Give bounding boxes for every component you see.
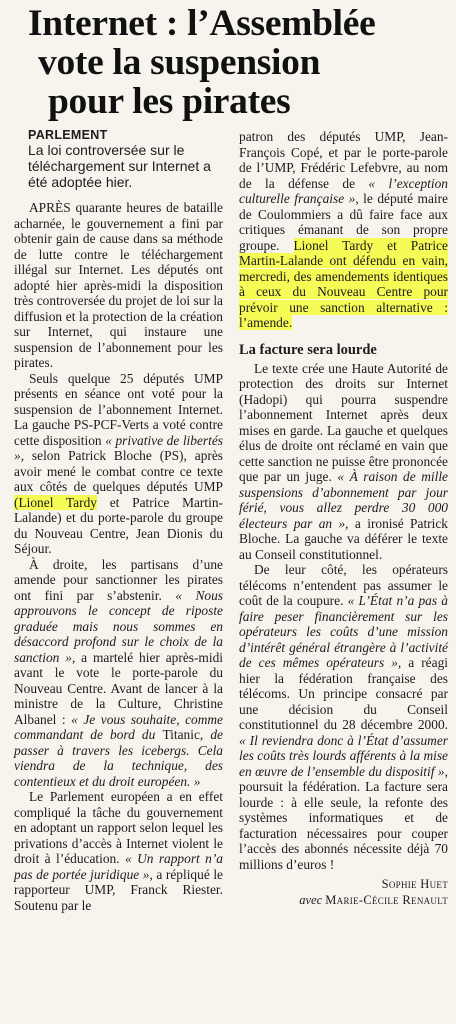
paragraph-text: , selon Patrick Bloche (PS), après avoir mené le combat contre ce texte aux côtés de quelques députés UMP: [14, 448, 223, 494]
paragraph-text: , a répliqué le rapporteur UMP, Franck Riester. Soutenu par le: [14, 866, 223, 913]
quote: « Il reviendra donc à l’État d’assumer les coûts très lourds afférents à la mise en œuvre de l’ensemble du dispositif »: [239, 732, 448, 779]
paragraph: [14, 789, 223, 913]
paragraph-text: APRÈS quarante heures de bataille acharnée, le gouvernement a fini par obtenir gain de cause dans sa méthode de lutte contre le téléchargement illégal sur Internet. Les députés ont adopté hier après-midi la disposition très controversée du projet de loi sur la diffusion et la protection de la création sur Internet, qui instaure une suspension de l’abonnement pour les pirates.: [14, 200, 223, 370]
paragraph-text: patron des députés UMP, Jean-François Copé, et par le porte-parole de l’UMP, Frédéric Lefebvre, au nom de la défense de: [239, 129, 448, 191]
byline: [239, 876, 448, 908]
quote: « Un rapport n’a pas de portée juridique »: [14, 851, 223, 882]
quote: « Je vous souhaite, comme commandant de bord du: [14, 711, 223, 742]
article-columns: [8, 129, 448, 913]
paragraph-text: , le député maire de Coulommiers a dû faire face aux critiques émanant de son propre groupe.: [239, 191, 449, 253]
headline-line-3: pour les pirates: [48, 81, 291, 122]
paragraph-text: Le texte crée une Haute Autorité de protection des droits sur Internet (Hadopi) qui pourra suspendre l’abonnement Internet après deux mises en garde. La gauche et quelques élus de droite ont réclamé en vain que cette sanction ne puisse être prononcée que par un juge.: [239, 360, 448, 484]
quote: « L’État n’a pas à faire peser financièrement sur les opérateurs les coûts d’une mission d’intérêt général étrangère à l’activité de ces mêmes opérateurs »: [239, 593, 448, 670]
paragraph: [239, 129, 448, 331]
headline: [8, 4, 448, 121]
quote: « À raison de mille suspensions d’abonnement par jour férié, vous allez perdre 30 000 électeurs par an »: [239, 469, 448, 531]
paragraph: [14, 557, 223, 790]
section-rubric: PARLEMENT: [28, 128, 108, 142]
byline-with: avec: [299, 893, 323, 907]
headline-line-2: vote la suspension: [38, 42, 321, 83]
paragraph-text: , a ironisé Patrick Bloche. La gauche va déférer le texte au Conseil constitutionnel.: [239, 515, 448, 562]
right-column: [239, 129, 448, 913]
author-name: Sophie Huet: [381, 877, 448, 891]
subheading: La facture sera lourde: [239, 341, 377, 358]
highlighted-text: Lionel Tardy et Patrice Martin-Lalande ont défendu en vain, mercredi, des amendements identiques à ceux du Nouveau Centre pour prévoir une sanction alternative : l’amende.: [239, 237, 448, 330]
paragraph: [239, 361, 448, 563]
paragraph-text: , poursuit la fédération. La facture sera lourde : à elle seule, la refonte des systèmes informatiques et de facturation nécessaires pour couper l’accès des abonnés nécessite déjà 70 millions d’euros !: [239, 763, 448, 872]
quote: « l’exception culturelle française »: [239, 175, 448, 206]
paragraph-text: De leur côté, les opérateurs télécoms n’entendent pas assumer le coût de la coupure.: [239, 562, 448, 608]
co-author-line: [239, 892, 448, 908]
paragraph: [14, 371, 223, 557]
ship-name: Titanic: [162, 727, 200, 742]
co-author-name: Marie-Cécile Renault: [325, 893, 448, 907]
paragraph: [14, 200, 223, 371]
quote: « Nous approuvons le concept de riposte graduée mais nous sommes en désaccord profond sur le choix de la sanction »: [14, 587, 223, 665]
paragraph-text: , a réagi hier la fédération française des télécoms. Un principe consacré par une décision du Conseil constitutionnel du 28 décembre 2000.: [239, 655, 448, 732]
left-column: [8, 129, 223, 913]
paragraph-text: Le Parlement européen a en effet compliqué la tâche du gouvernement en adoptant un rapport selon lequel les privations d’accès à Internet violent le droit à l’éducation.: [14, 789, 223, 866]
paragraph-text: Seuls quelque 25 députés UMP présents en séance ont voté pour la suspension de l’abonnement Internet. La gauche PS-PCF-Verts a voté contre cette disposition: [14, 370, 223, 448]
paragraph: [239, 562, 448, 872]
headline-line-1: Internet : l’Assemblée: [28, 3, 376, 44]
paragraph-text: , a martelé hier après-midi avant le vote le porte-parole du Nouveau Centre. Avant de lancer à la ministre de la Culture, Christine Albanel :: [14, 649, 223, 727]
highlighted-text: (Lionel Tardy: [14, 494, 97, 510]
standfirst: La loi controversée sur le téléchargement sur Internet a été adoptée hier.: [28, 142, 211, 190]
paragraph-text: À droite, les partisans d’une amende pour sanctionner les pirates ont fini par s’abstenir.: [14, 556, 223, 603]
quote: « privative de libertés »: [14, 432, 224, 463]
quote: , de passer à travers les icebergs. Cela viendra de la technique, des contentieux et du droit européen. »: [14, 727, 223, 789]
paragraph-text: et Patrice Martin-Lalande) et du porte-parole du groupe du Nouveau Centre, Jean Dionis du Séjour.: [14, 494, 223, 556]
